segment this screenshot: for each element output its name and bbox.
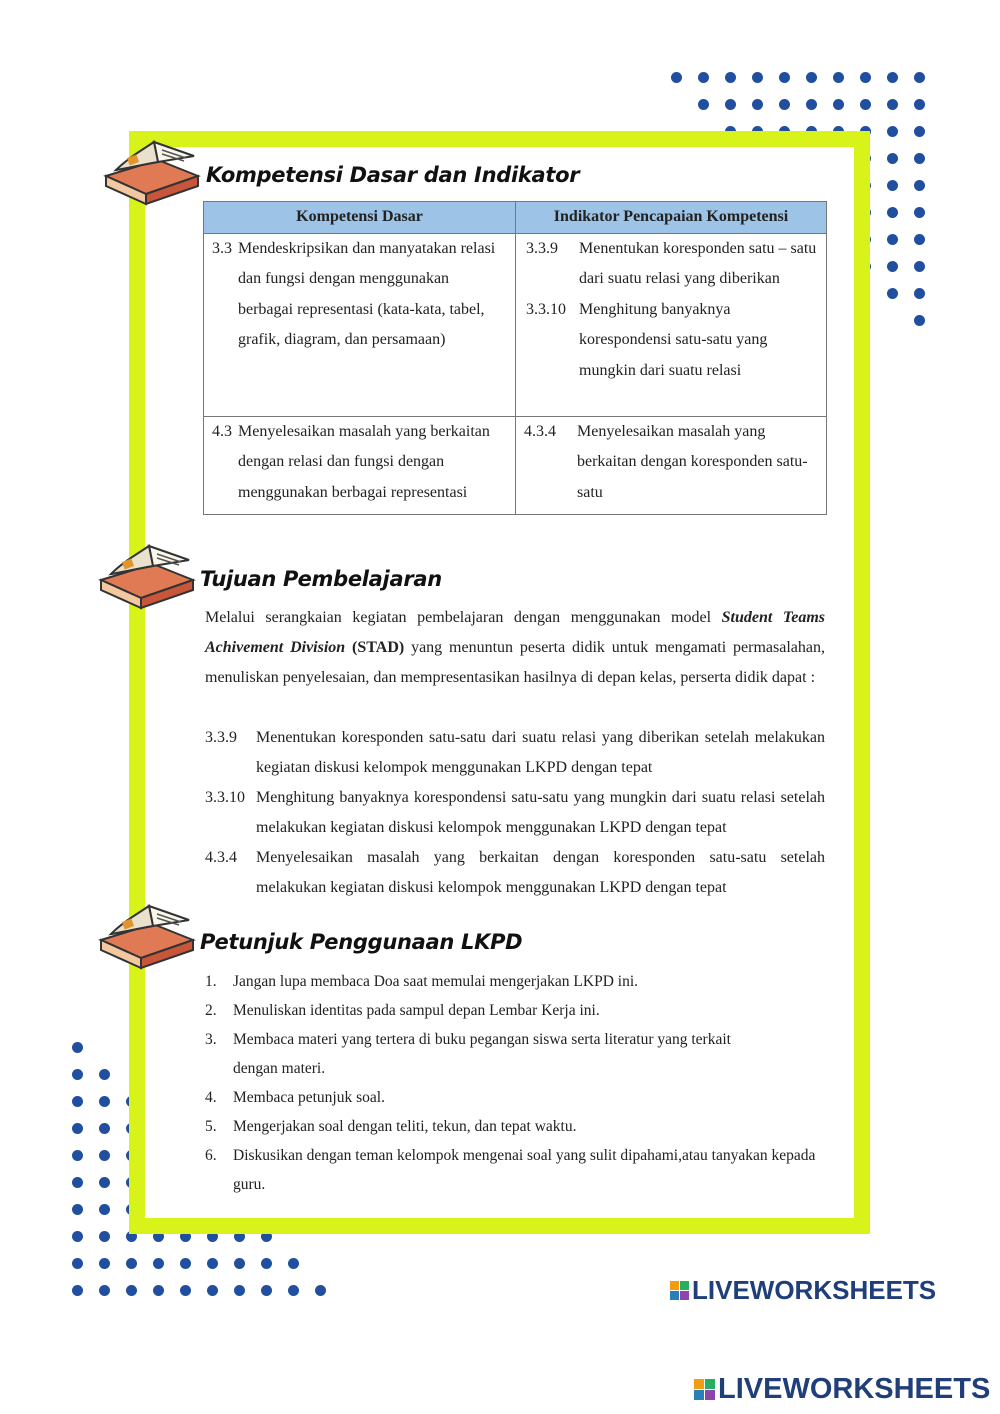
step-number: 6. bbox=[205, 1147, 217, 1164]
liveworksheets-logo-text: LIVEWORKSHEETS bbox=[692, 1275, 937, 1305]
step-number: 1. bbox=[205, 973, 217, 990]
indicator-number: 4.3.4 bbox=[524, 422, 556, 440]
indicator-number: 3.3.10 bbox=[526, 300, 566, 318]
competency-table bbox=[203, 201, 827, 515]
objective-text: Menentukan koresponden satu-satu dari suatu relasi yang diberikan setelah melakukan kegiatan diskusi kelompok menggunakan LKPD dengan tepat bbox=[256, 729, 825, 776]
table-cell-kd bbox=[204, 233, 516, 416]
list-item bbox=[205, 1141, 825, 1199]
step-text: Menuliskan identitas pada sampul depan Lembar Kerja ini. bbox=[233, 1002, 600, 1019]
book-icon bbox=[98, 132, 204, 216]
list-item bbox=[205, 1112, 825, 1141]
table-cell-indicators bbox=[516, 416, 827, 515]
section-title-tujuan: Tujuan Pembelajaran bbox=[200, 567, 442, 591]
step-text: Diskusikan dengan teman kelompok mengenai soal yang sulit dipahami,atau tanyakan kepada guru. bbox=[233, 1147, 816, 1193]
tujuan-intro-post: yang menuntun peserta didik untuk mengamati permasalahan, menuliskan penyelesaian, dan mempresentasikan hasilnya di depan kelas, perserta didik dapat : bbox=[205, 639, 825, 686]
table-row bbox=[204, 233, 827, 416]
section-title-petunjuk: Petunjuk Penggunaan LKPD bbox=[200, 930, 523, 954]
section-title-kd: Kompetensi Dasar dan Indikator bbox=[206, 163, 580, 187]
indicator-text: Menyelesaikan masalah yang berkaitan dengan koresponden satu-satu bbox=[577, 422, 808, 501]
tujuan-intro bbox=[205, 603, 825, 693]
kd-text: Menyelesaikan masalah yang berkaitan dengan relasi dan fungsi dengan menggunakan berbagai representasi bbox=[238, 422, 490, 501]
list-item bbox=[205, 1083, 825, 1112]
objectives-list bbox=[205, 723, 825, 903]
list-item bbox=[205, 843, 825, 903]
instructions-list bbox=[205, 967, 825, 1199]
kd-text: Mendeskripsikan dan manyatakan relasi dan fungsi dengan menggunakan berbagai representasi (kata-kata, tabel, grafik, diagram, dan persamaan) bbox=[238, 239, 496, 348]
step-number: 4. bbox=[205, 1089, 217, 1106]
tujuan-intro-pre: Melalui serangkaian kegiatan pembelajaran dengan menggunakan model bbox=[205, 609, 722, 626]
liveworksheets-logo-icon bbox=[670, 1281, 689, 1300]
list-item bbox=[205, 967, 825, 996]
objective-text: Menyelesaikan masalah yang berkaitan dengan koresponden satu-satu setelah melakukan kegiatan diskusi kelompok menggunakan LKPD dengan tepat bbox=[256, 849, 825, 896]
liveworksheets-watermark-text: LIVEWORKSHEETS bbox=[718, 1373, 991, 1405]
liveworksheets-watermark bbox=[694, 1373, 990, 1406]
liveworksheets-logo bbox=[670, 1275, 936, 1306]
list-item bbox=[205, 723, 825, 783]
book-icon bbox=[93, 536, 199, 620]
liveworksheets-logo-icon bbox=[694, 1379, 715, 1400]
indicator-text: Menghitung banyaknya korespondensi satu-satu yang mungkin dari suatu relasi bbox=[579, 300, 768, 379]
indicator-number: 3.3.9 bbox=[526, 239, 558, 257]
list-item bbox=[205, 783, 825, 843]
table-cell-indicators bbox=[516, 233, 827, 416]
objective-number: 3.3.10 bbox=[205, 789, 245, 806]
tujuan-model-name: Student Teams Achivement Division bbox=[205, 609, 825, 656]
table-header-ipk: Indikator Pencapaian Kompetensi bbox=[516, 202, 827, 234]
step-number: 2. bbox=[205, 1002, 217, 1019]
table-header-row bbox=[204, 202, 827, 234]
tujuan-model-abbr: (STAD) bbox=[345, 639, 405, 656]
kd-number: 3.3 bbox=[212, 239, 232, 257]
step-text: Jangan lupa membaca Doa saat memulai mengerjakan LKPD ini. bbox=[233, 973, 639, 990]
indicator-text: Menentukan koresponden satu – satu dari suatu relasi yang diberikan bbox=[579, 239, 817, 287]
list-item bbox=[205, 996, 825, 1025]
book-icon bbox=[93, 896, 199, 980]
step-text: Membaca petunjuk soal. bbox=[233, 1089, 385, 1106]
table-header-kd: Kompetensi Dasar bbox=[204, 202, 516, 234]
objective-number: 3.3.9 bbox=[205, 729, 237, 746]
table-row bbox=[204, 416, 827, 515]
kd-number: 4.3 bbox=[212, 422, 232, 440]
objective-number: 4.3.4 bbox=[205, 849, 237, 866]
list-item bbox=[205, 1025, 825, 1083]
step-text: Mengerjakan soal dengan teliti, tekun, dan tepat waktu. bbox=[233, 1118, 577, 1135]
objective-text: Menghitung banyaknya korespondensi satu-satu yang mungkin dari suatu relasi setelah melakukan kegiatan diskusi kelompok menggunakan LKPD dengan tepat bbox=[256, 789, 825, 836]
table-cell-kd bbox=[204, 416, 516, 515]
step-text: Membaca materi yang tertera di buku pegangan siswa serta literatur yang terkait dengan materi. bbox=[233, 1031, 731, 1077]
step-number: 3. bbox=[205, 1031, 217, 1048]
step-number: 5. bbox=[205, 1118, 217, 1135]
